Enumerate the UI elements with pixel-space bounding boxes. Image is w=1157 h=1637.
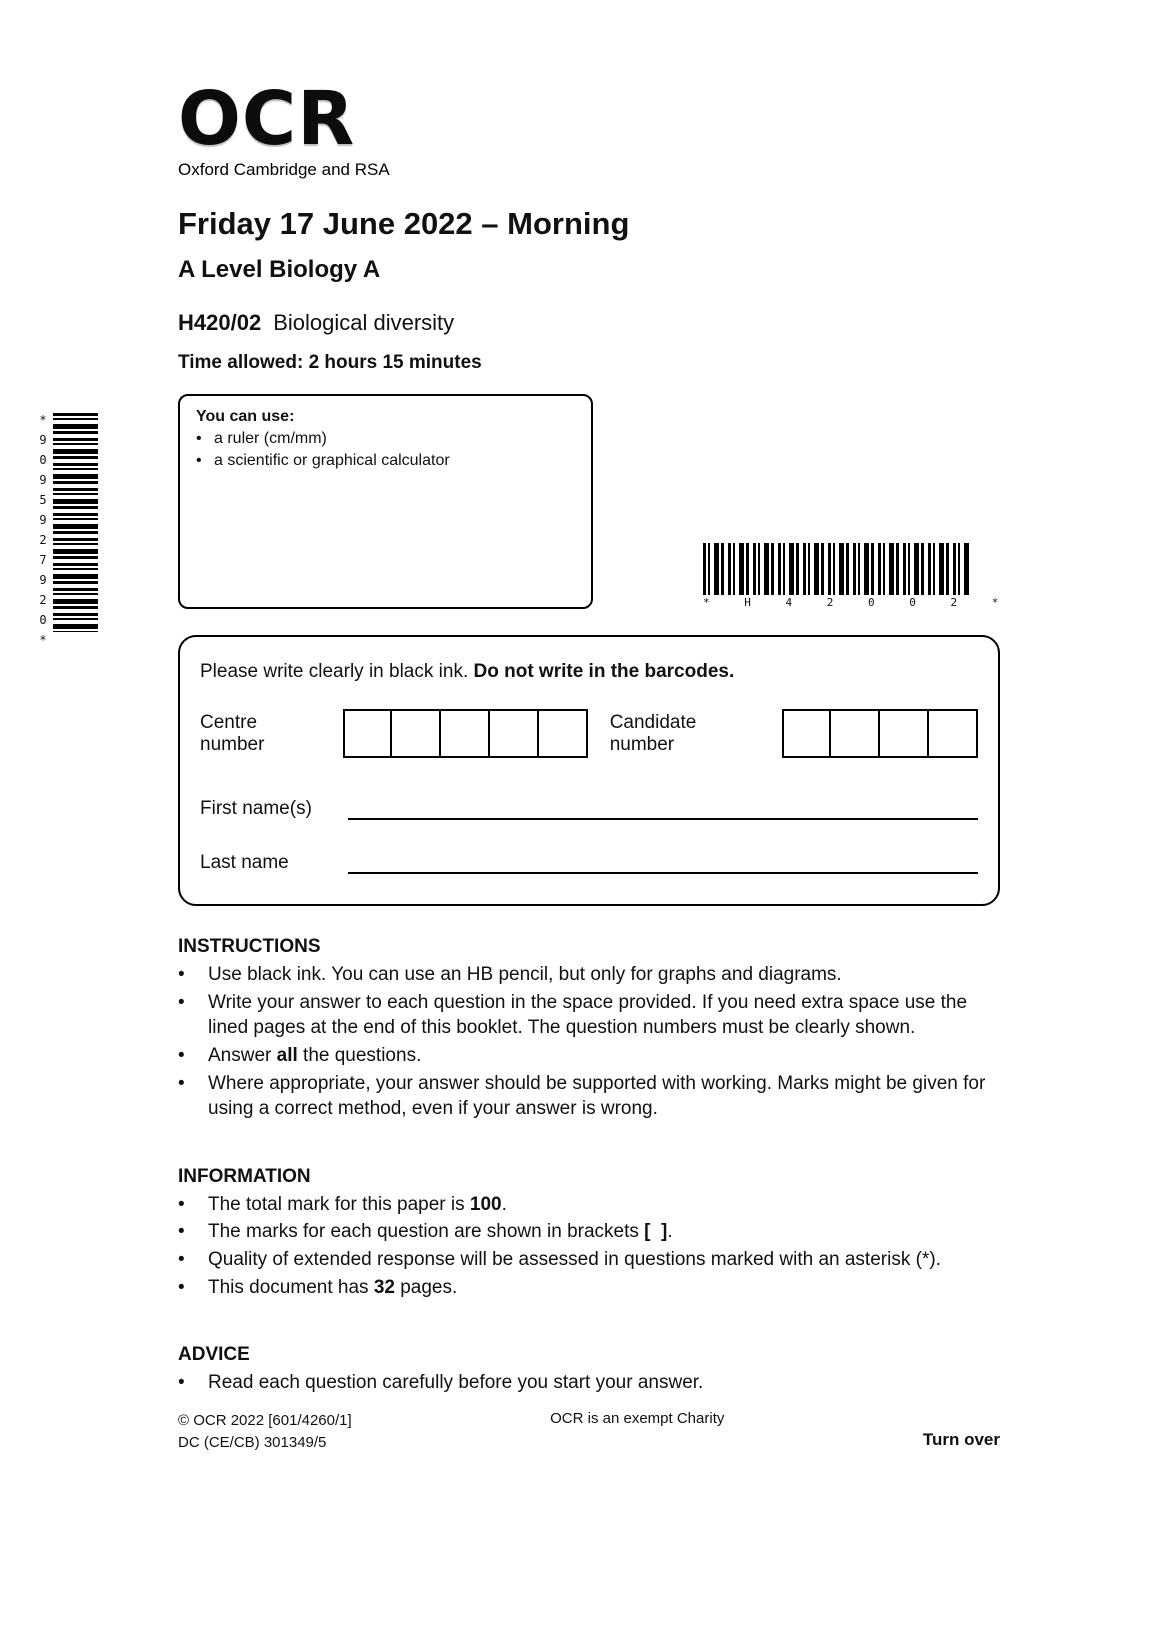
instruction-item (178, 1071, 1000, 1122)
paper-code-line (178, 310, 1000, 336)
centre-number-cell (490, 709, 539, 758)
footer-copyright-block (178, 1410, 352, 1454)
materials-item (196, 430, 575, 448)
centre-number-cell (539, 709, 588, 758)
materials-item-label: • a scientific or graphical calculator (214, 452, 450, 469)
instruction-item (178, 1043, 1000, 1069)
centre-number-grid (343, 709, 588, 758)
ocr-logo-block (178, 76, 1000, 180)
centre-number-cell (441, 709, 490, 758)
qualification-title: A Level Biology A (178, 256, 381, 283)
candidate-details-box (178, 635, 1000, 906)
right-barcode-text: * H 4 2 0 0 2 * (703, 596, 1013, 609)
materials-heading: You can use: (196, 408, 295, 425)
instruction-item-text: • Use black ink. You can use an HB pencil, but only for graphs and diagrams. (208, 964, 842, 985)
centre-number-label: Centre number (200, 711, 265, 755)
left-barcode-text: *9095927920* (36, 413, 50, 653)
number-entry-row (200, 709, 978, 758)
footer-charity-note: OCR is an exempt Charity (550, 1410, 725, 1427)
last-name-label: Last name (200, 852, 289, 873)
candidate-number-cell (929, 709, 978, 758)
information-section (178, 1166, 1000, 1301)
materials-item (196, 452, 575, 470)
black-ink-instruction-normal: Please write clearly in black ink. (200, 661, 474, 682)
candidate-number-cell (880, 709, 929, 758)
advice-item-text: • Read each question carefully before you start your answer. (208, 1372, 704, 1394)
logo-tagline: Oxford Cambridge and RSA (178, 160, 390, 179)
footer-reference: DC (CE/CB) 301349/5 (178, 1433, 327, 1451)
instruction-item (178, 990, 1000, 1041)
last-name-row (200, 848, 978, 874)
first-name-row (200, 794, 978, 820)
information-heading: INFORMATION (178, 1165, 311, 1187)
advice-heading: ADVICE (178, 1344, 250, 1366)
instructions-heading: INSTRUCTIONS (178, 936, 321, 957)
information-item (178, 1219, 1000, 1245)
left-barcode-bars-image (53, 413, 98, 632)
instruction-item-text: • Where appropriate, your answer should be supported with working. Marks might be given for using a correct method, even if your answer is wrong. (208, 1072, 986, 1120)
first-name-write-line (348, 794, 978, 820)
paper-code: H420/02 (178, 310, 262, 335)
centre-number-cell (392, 709, 441, 758)
time-allowed: Time allowed: 2 hours 15 minutes (178, 352, 482, 373)
candidate-number-grid (782, 709, 978, 758)
last-name-write-line (348, 848, 978, 874)
information-item-text: • The total mark for this paper is 100. (208, 1193, 507, 1215)
instruction-item-text: • Write your answer to each question in the space provided. If you need extra space use the lined pages at the end of this booklet. The question numbers must be clearly shown. (208, 991, 968, 1039)
materials-item-label: • a ruler (cm/mm) (214, 430, 327, 447)
instruction-item-text: • Answer all the questions. (208, 1044, 422, 1066)
candidate-number-cell (782, 709, 831, 758)
candidate-number-label: Candidate number (609, 711, 697, 755)
black-ink-instruction-bold: Do not write in the barcodes. (473, 661, 735, 682)
information-item (178, 1275, 1000, 1301)
footer-copyright: © OCR 2022 [601/4260/1] (178, 1412, 352, 1429)
centre-number-cell (343, 709, 392, 758)
turn-over-label: Turn over (922, 1430, 1000, 1449)
information-item-text: • This document has 32 pages. (208, 1276, 458, 1298)
information-item (178, 1247, 1000, 1273)
first-name-label: First name(s) (200, 798, 312, 819)
paper-title: Biological diversity (273, 310, 455, 335)
black-ink-instruction (200, 661, 978, 683)
exam-date-title: Friday 17 June 2022 – Morning (178, 206, 630, 241)
materials-box (178, 394, 593, 609)
instructions-section (178, 936, 1000, 1122)
information-item-text: • Quality of extended response will be assessed in questions marked with an asterisk (*). (208, 1249, 941, 1271)
ocr-logo: OCR (178, 76, 356, 162)
page-footer (178, 1410, 1000, 1454)
information-item-text: • The marks for each question are shown in brackets [ ]. (208, 1221, 673, 1243)
advice-item (178, 1370, 1000, 1396)
advice-section (178, 1344, 1000, 1396)
left-barcode (36, 413, 98, 653)
information-item (178, 1192, 1000, 1218)
candidate-number-cell (831, 709, 880, 758)
instruction-item (178, 962, 1000, 988)
